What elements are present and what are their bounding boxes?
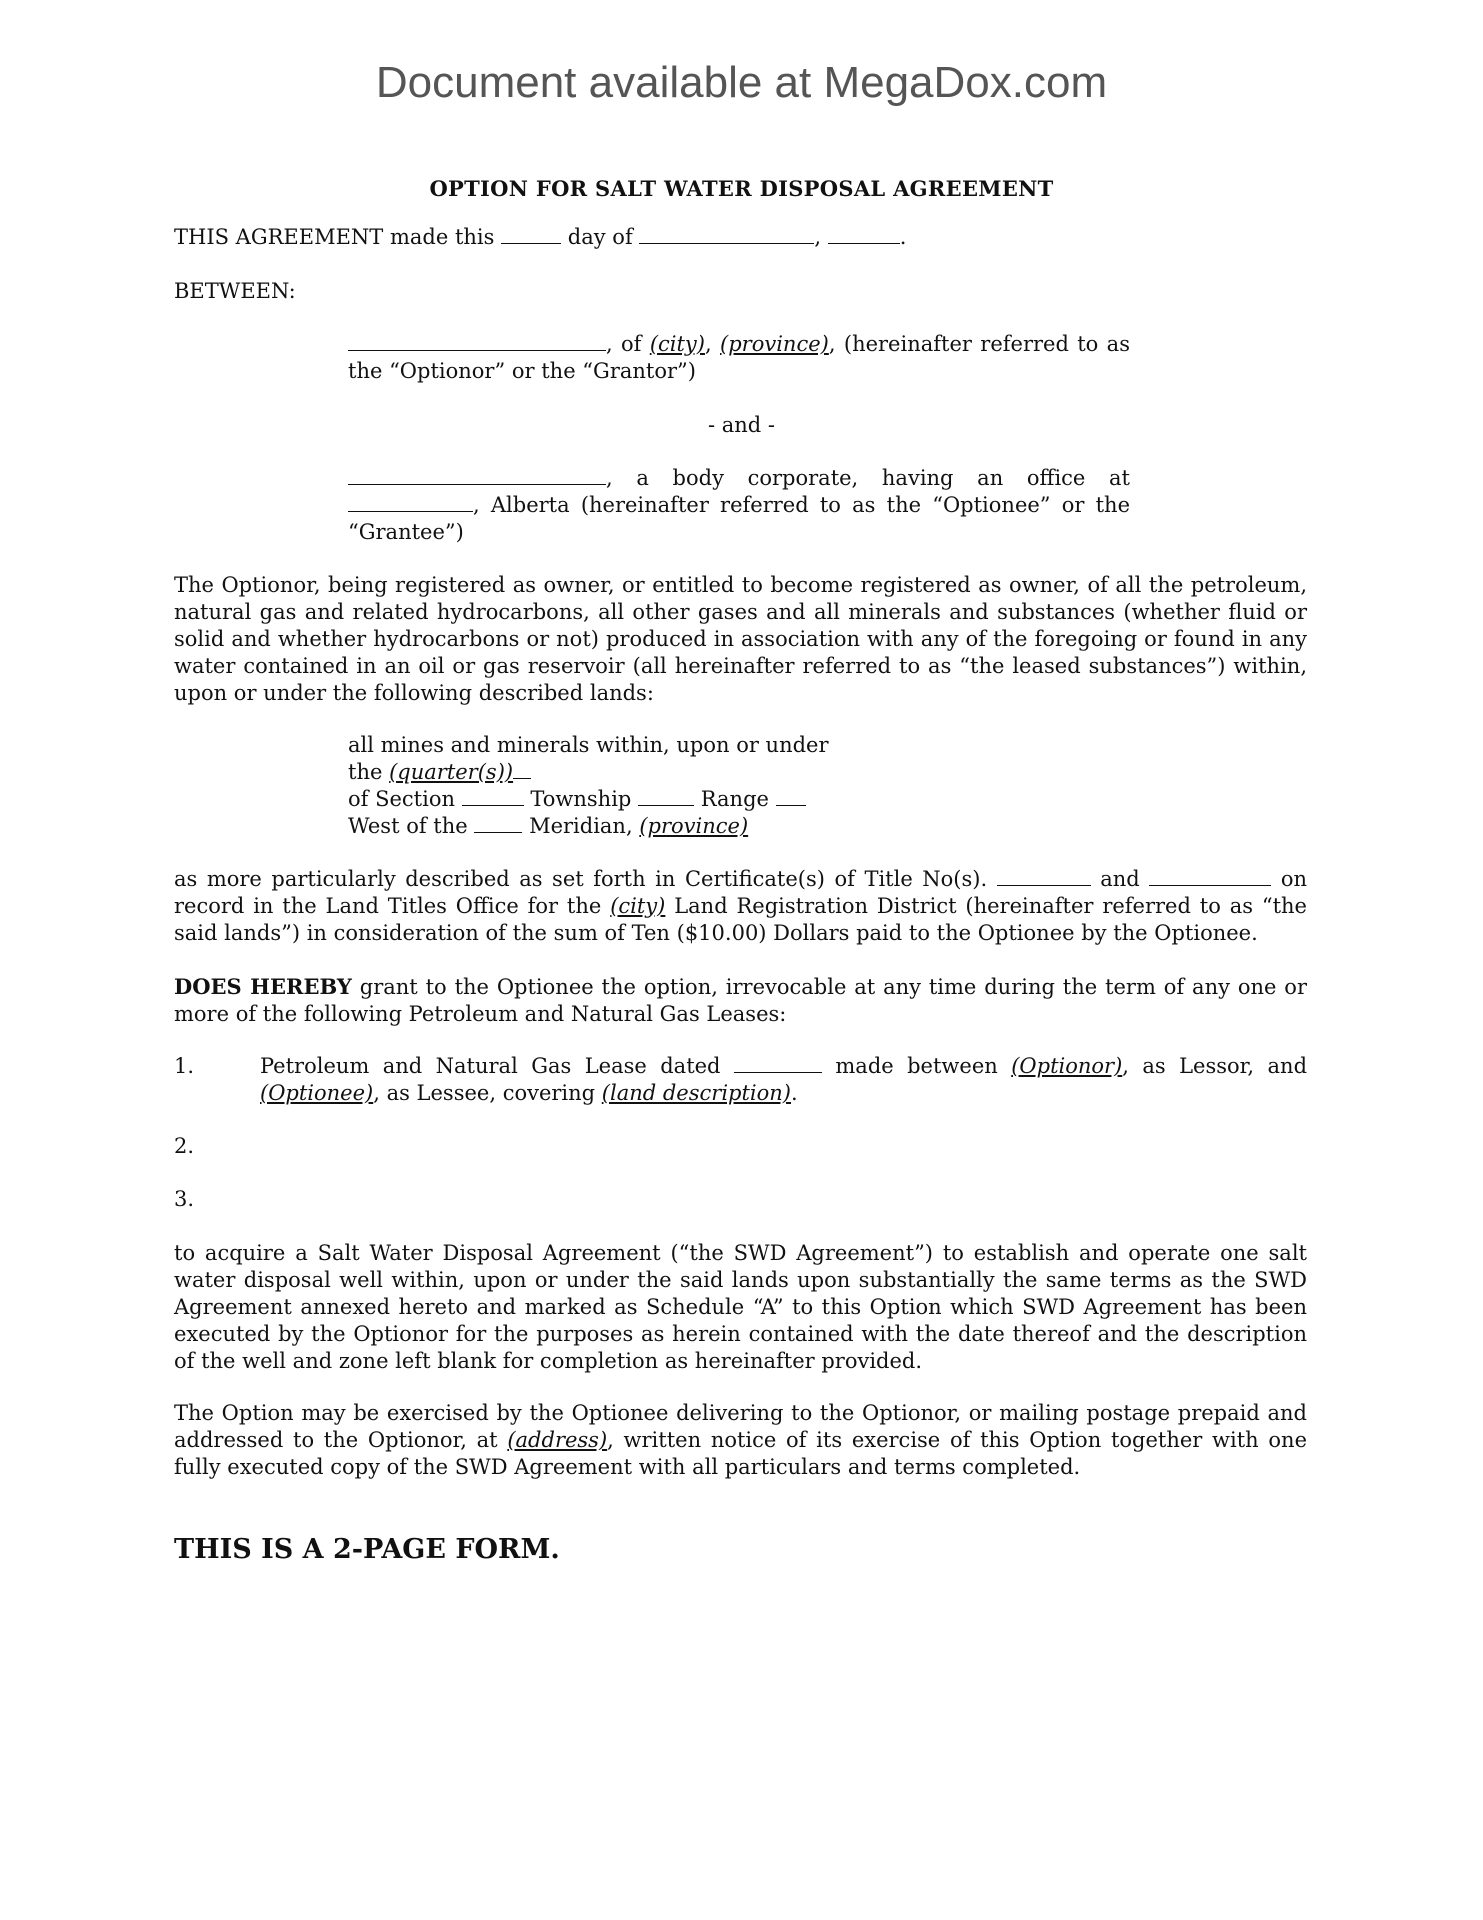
lands-description: all mines and minerals within, upon or under the (quarter(s)) of Section Township Range West of the Meridian, (province) bbox=[348, 733, 829, 838]
range-blank[interactable] bbox=[776, 787, 806, 806]
agreement-date-line: THIS AGREEMENT made this day of , . bbox=[174, 225, 907, 249]
section-blank[interactable] bbox=[462, 787, 524, 806]
party-optionee: , a body corporate, having an office at , Alberta (hereinafter referred to as the “Optionee” or the “Grantee”) bbox=[348, 466, 1130, 544]
grant-paragraph: DOES HEREBY grant to the Optionee the option, irrevocable at any time during the term of any one or more of the following Petroleum and Natural Gas Leases: bbox=[174, 974, 1307, 1026]
lease-item-1: Petroleum and Natural Gas Lease dated made between (Optionor), as Lessor, and (Optionee), as Lessee, covering (land description). bbox=[260, 1054, 1308, 1105]
item-number-2: 2. bbox=[174, 1134, 195, 1158]
watermark-banner: Document available at MegaDox.com bbox=[375, 58, 1108, 107]
optionee-name-blank[interactable] bbox=[348, 466, 606, 485]
between-label: BETWEEN: bbox=[174, 279, 296, 303]
lease-date-blank[interactable] bbox=[734, 1054, 822, 1073]
party-optionor: , of (city), (province), (hereinafter referred to as the “Optionor” or the “Grantor”) bbox=[348, 332, 1130, 383]
optionor-name-blank[interactable] bbox=[348, 332, 606, 351]
two-page-form-note: THIS IS A 2-PAGE FORM. bbox=[174, 1534, 560, 1565]
acquire-paragraph: to acquire a Salt Water Disposal Agreement (“the SWD Agreement”) to establish and operate one salt water disposal well within, upon or under the said lands upon substantially the same terms as the SWD Agreement annexed hereto and marked as Schedule “A” to this Option which SWD Agreement has been executed by the Optionor for the purposes as herein contained with the date thereof and the description of the well and zone left blank for completion as hereinafter provided. bbox=[174, 1241, 1307, 1373]
month-blank[interactable] bbox=[639, 225, 814, 244]
meridian-blank[interactable] bbox=[474, 814, 522, 833]
item-number-3: 3. bbox=[174, 1187, 195, 1211]
document-title: OPTION FOR SALT WATER DISPOSAL AGREEMENT bbox=[429, 176, 1054, 201]
and-separator: - and - bbox=[707, 413, 776, 437]
title-number-blank-1[interactable] bbox=[997, 867, 1091, 886]
certificate-paragraph: as more particularly described as set forth in Certificate(s) of Title No(s). and on record in the Land Titles Office for the (city) Land Registration District (hereinafter referred to as “the said lands”) in consideration of the sum of Ten ($10.00) Dollars paid to the Optionee by the Optionee. bbox=[174, 867, 1307, 945]
item-number-1: 1. bbox=[174, 1054, 195, 1078]
year-blank[interactable] bbox=[828, 225, 900, 244]
recital-paragraph: The Optionor, being registered as owner, or entitled to become registered as owner, of all the petroleum, natural gas and related hydrocarbons, all other gases and all minerals and substances (whether fluid or solid and whether hydrocarbons or not) produced in association with any of the foregoing or found in any water contained in an oil or gas reservoir (all hereinafter referred to as “the leased substances”) within, upon or under the following described lands: bbox=[174, 573, 1307, 705]
quarter-blank[interactable] bbox=[513, 760, 531, 779]
title-number-blank-2[interactable] bbox=[1149, 867, 1271, 886]
day-blank[interactable] bbox=[501, 225, 561, 244]
exercise-paragraph: The Option may be exercised by the Optionee delivering to the Optionor, or mailing postage prepaid and addressed to the Optionor, at (address), written notice of its exercise of this Option together with one fully executed copy of the SWD Agreement with all particulars and terms completed. bbox=[174, 1401, 1307, 1479]
township-blank[interactable] bbox=[638, 787, 694, 806]
optionee-office-blank[interactable] bbox=[348, 493, 473, 512]
